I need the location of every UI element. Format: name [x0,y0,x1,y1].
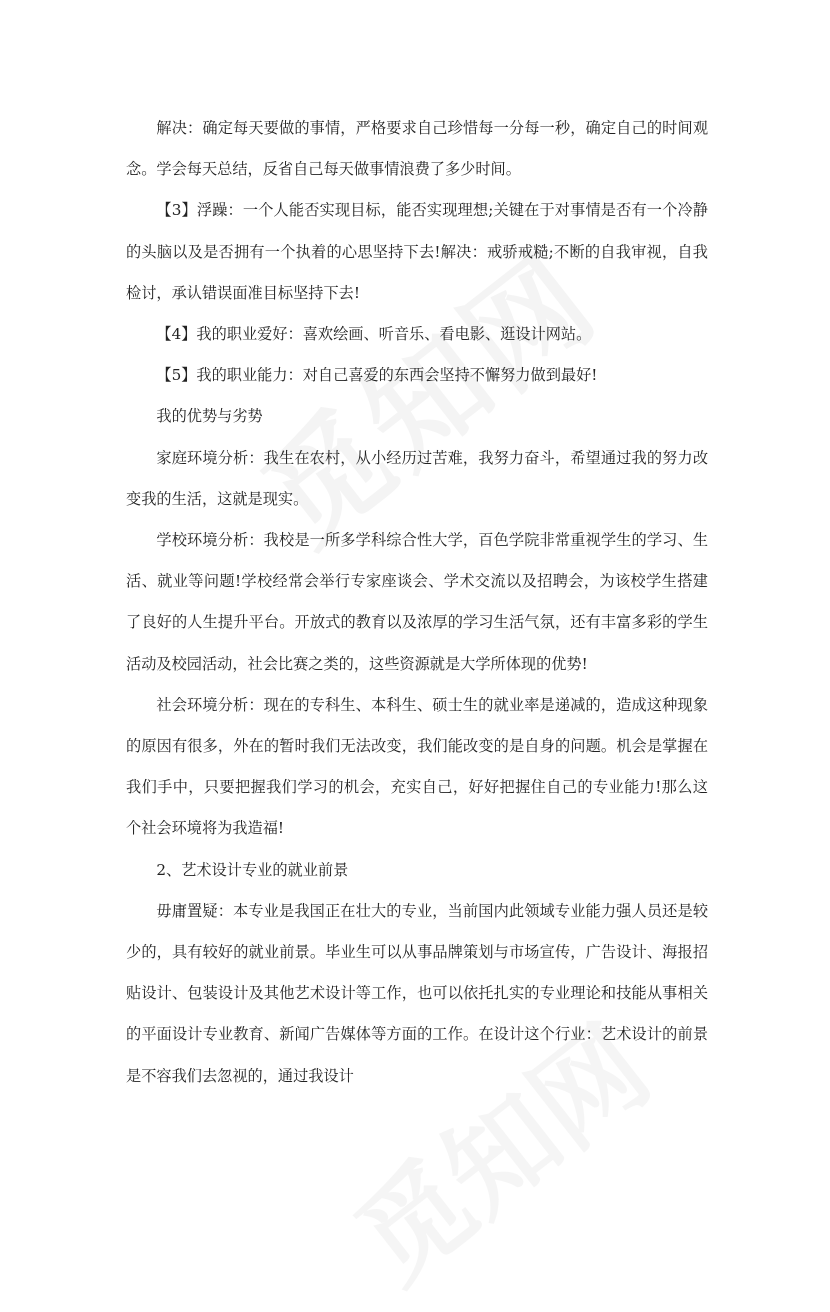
paragraph-employment-prospects: 毋庸置疑：本专业是我国正在壮大的专业，当前国内此领域专业能力强人员还是较少的，具有较好的就业前景。毕业生可以从事品牌策划与市场宣传，广告设计、海报招贴设计、包装设计及其他艺术设计等工作，也可以依托扎实的专业理论和技能从事相关的平面设计专业教育、新闻广告媒体等方面的工作。在设计这个行业：艺术设计的前景是不容我们去忽视的，通过我设计 [126,901,708,1085]
section-heading-employment-prospects: 2、艺术设计专业的就业前景 [156,860,349,879]
paragraph-school-environment: 学校环境分析：我校是一所多学科综合性大学，百色学院非常重视学生的学习、生活、就业等问题!学校经常会举行专家座谈会、学术交流以及招聘会，为该校学生搭建了良好的人生提升平台。开放式的教育以及浓厚的学习生活气氛，还有丰富多彩的学生活动及校园活动，社会比赛之类的，这些资源就是大学所体现的优势! [126,531,708,673]
document-body [126,108,708,1097]
paragraph-career-hobbies: 【4】我的职业爱好：喜欢绘画、听音乐、看电影、逛设计网站。 [156,325,592,344]
section-heading-strengths-weaknesses: 我的优势与劣势 [156,407,263,426]
paragraph-time-solution: 解决：确定每天要做的事情，严格要求自己珍惜每一分每一秒，确定自己的时间观念。学会每天总结，反省自己每天做事情浪费了多少时间。 [126,119,708,179]
paragraph-career-ability: 【5】我的职业能力：对自己喜爱的东西会坚持不懈努力做到最好! [156,366,598,385]
paragraph-family-environment: 家庭环境分析：我生在农村，从小经历过苦难，我努力奋斗，希望通过我的努力改变我的生活，这就是现实。 [126,448,708,508]
paragraph-impatience: 【3】浮躁：一个人能否实现目标，能否实现理想;关键在于对事情是否有一个冷静的头脑以及是否拥有一个执着的心思坚持下去!解决：戒骄戒糙;不断的自我审视，自我检讨，承认错误面准目标坚持下去! [126,201,708,302]
paragraph-social-environment: 社会环境分析：现在的专科生、本科生、硕士生的就业率是递减的，造成这种现象的原因有很多，外在的暂时我们无法改变，我们能改变的是自身的问题。机会是掌握在我们手中，只要把握我们学习的机会，充实自己，好好把握住自己的专业能力!那么这个社会环境将为我造福! [126,695,708,838]
